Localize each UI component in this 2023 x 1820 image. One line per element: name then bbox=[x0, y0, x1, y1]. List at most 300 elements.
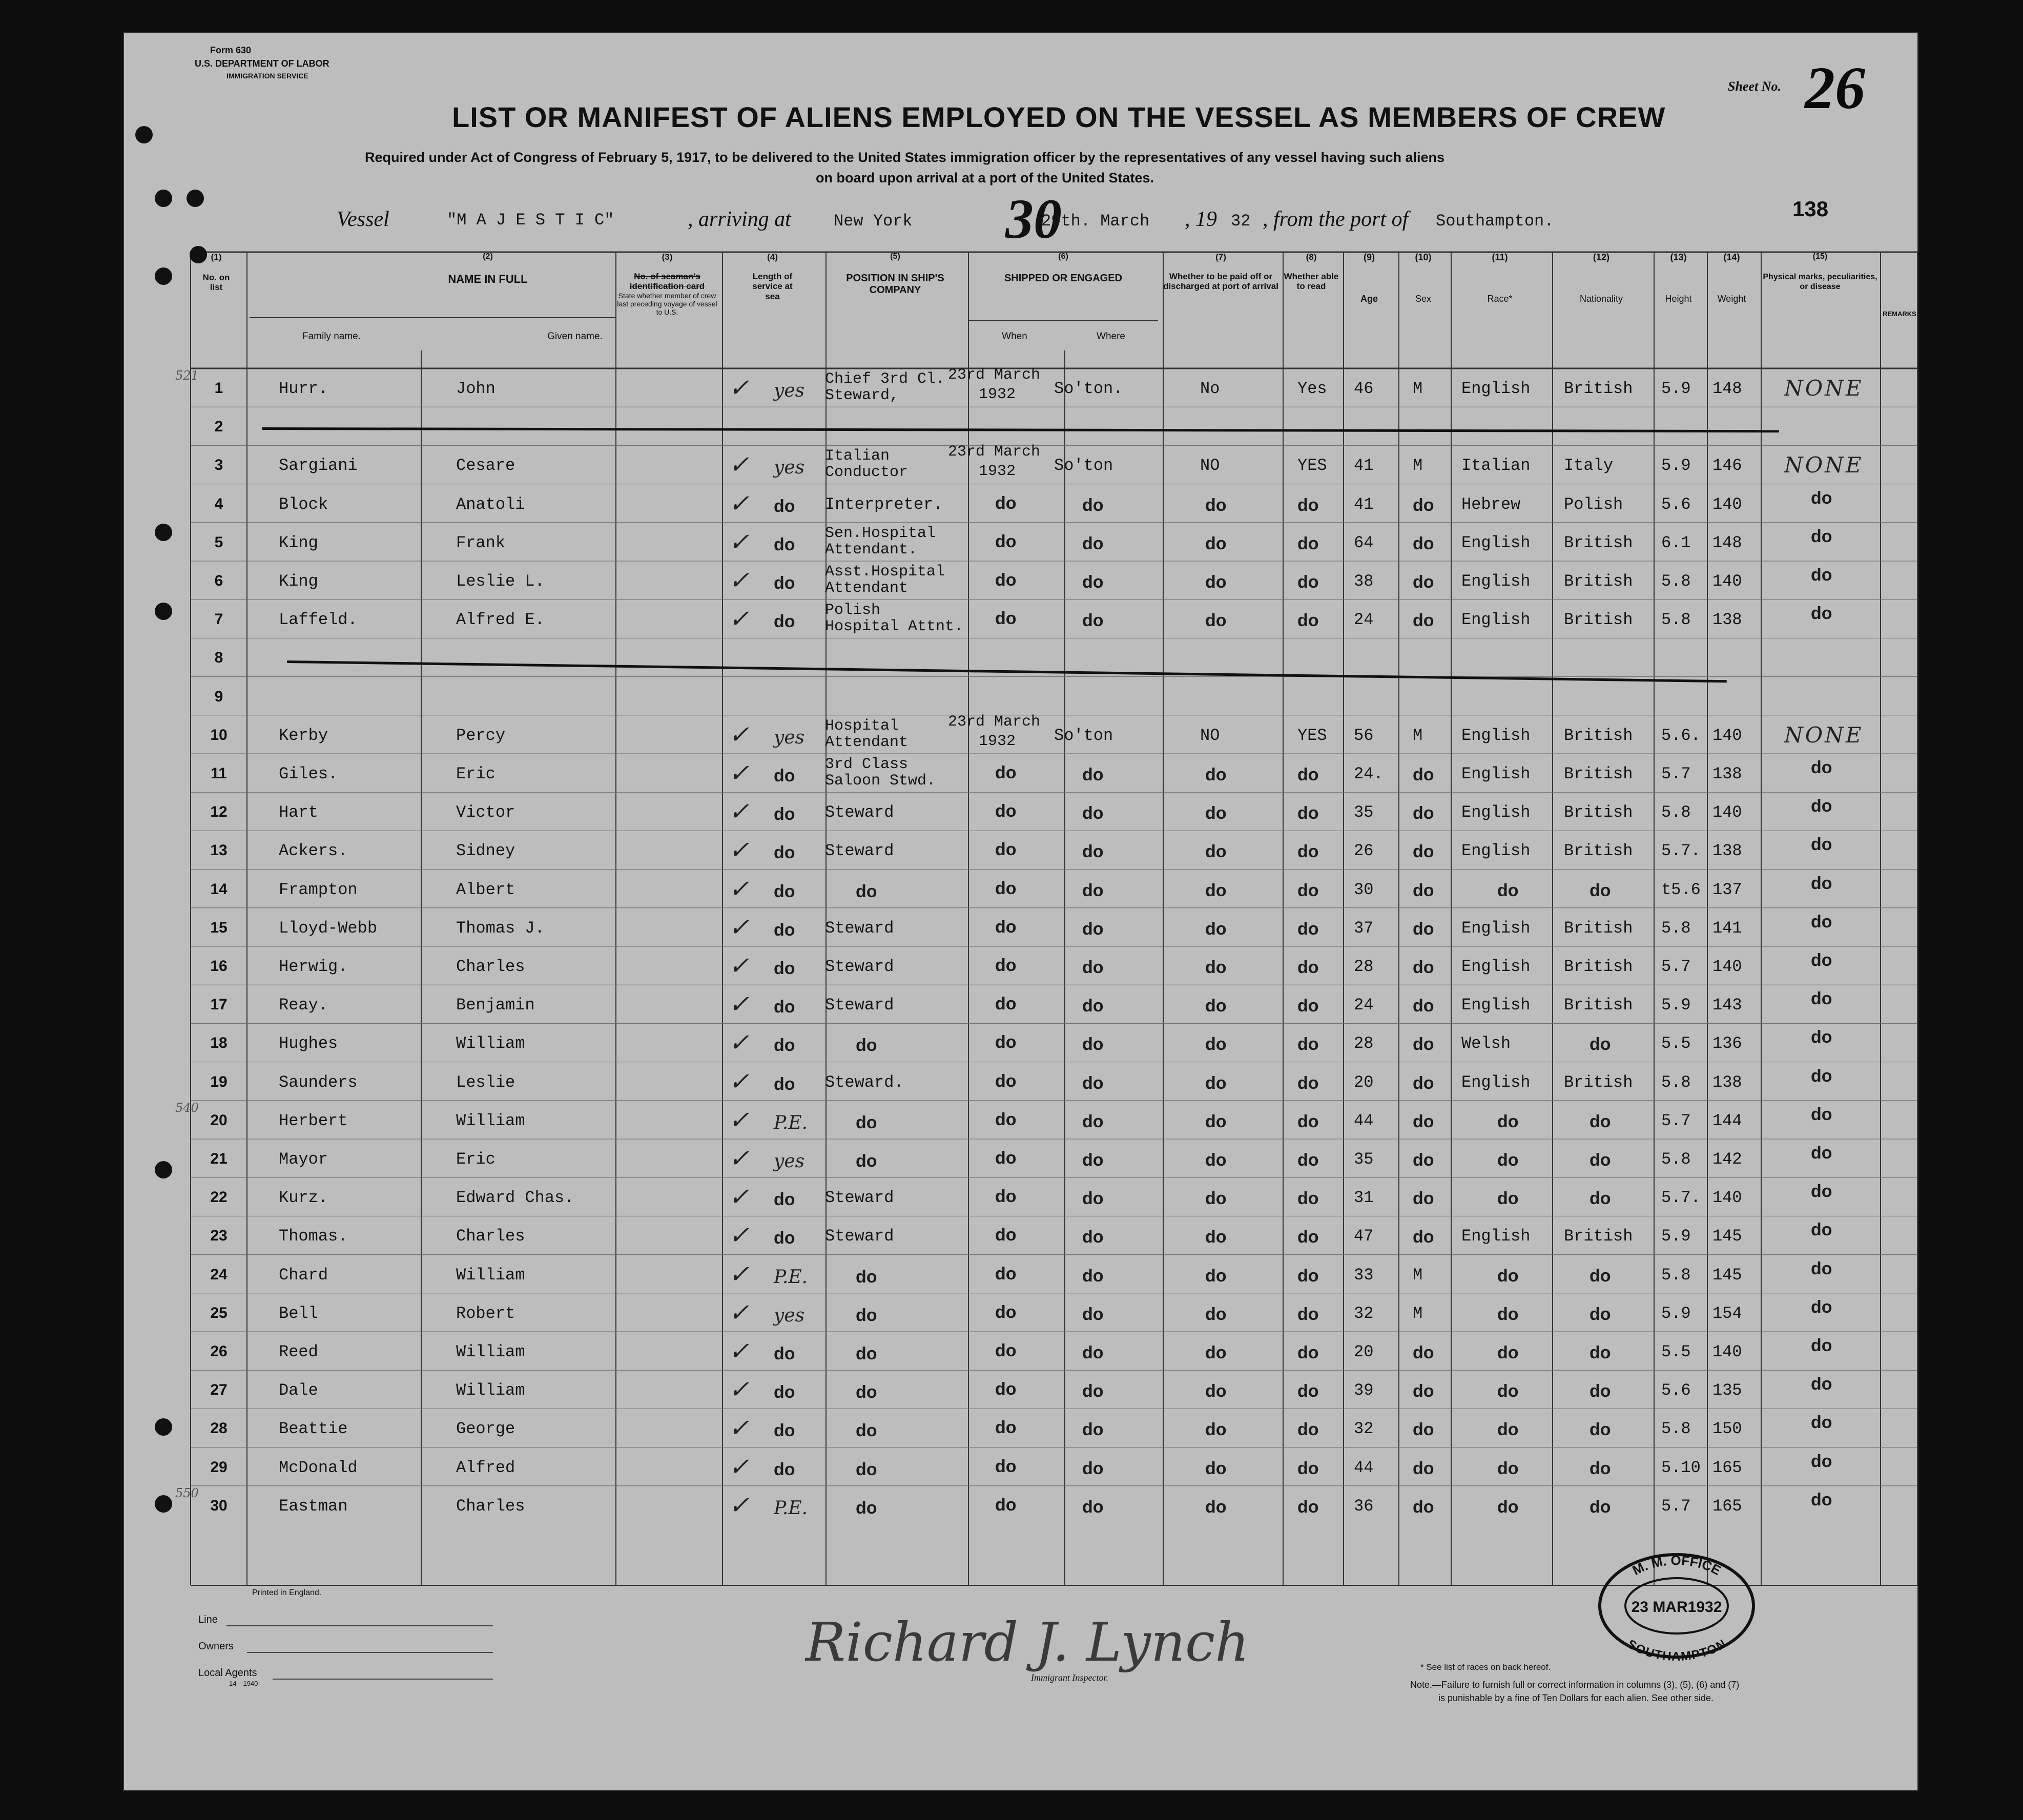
height-cell: 5.8 bbox=[1661, 1150, 1691, 1169]
family-name: Kerby bbox=[279, 726, 328, 745]
read-cell: do bbox=[1297, 1420, 1319, 1440]
check-mark: ✓ bbox=[729, 990, 750, 1019]
race-cell: English bbox=[1461, 533, 1531, 552]
age-cell: 38 bbox=[1354, 572, 1374, 591]
weight-cell: 142 bbox=[1712, 1150, 1742, 1169]
race-cell: do bbox=[1497, 1111, 1519, 1131]
height-cell: 5.7 bbox=[1661, 1111, 1691, 1130]
card-status: do bbox=[774, 612, 795, 632]
shipped-date: do bbox=[995, 763, 1017, 782]
given-name: William bbox=[456, 1265, 525, 1285]
given-name: Thomas J. bbox=[456, 918, 545, 938]
paid-cell: do bbox=[1205, 880, 1227, 900]
sex-cell: M bbox=[1413, 379, 1423, 398]
sex-cell: do bbox=[1413, 996, 1434, 1016]
age-cell: 30 bbox=[1354, 880, 1374, 899]
shipped-date: do bbox=[995, 1302, 1017, 1322]
row-number: 30 bbox=[210, 1497, 228, 1514]
given-name: Leslie L. bbox=[456, 572, 545, 591]
check-mark: ✓ bbox=[729, 913, 750, 942]
read-cell: do bbox=[1297, 572, 1319, 592]
physical-marks: do bbox=[1811, 1336, 1832, 1355]
check-mark: ✓ bbox=[729, 1375, 750, 1404]
age-cell: 56 bbox=[1354, 726, 1374, 745]
where-cell: do bbox=[1082, 1458, 1104, 1478]
shipped-date: do bbox=[995, 609, 1017, 629]
row-number: 27 bbox=[210, 1381, 228, 1399]
read-cell: do bbox=[1297, 1343, 1319, 1362]
position: do bbox=[856, 1151, 877, 1171]
row-number: 25 bbox=[210, 1304, 228, 1321]
agents-code: 14—1940 bbox=[229, 1680, 258, 1687]
where-cell: do bbox=[1082, 1150, 1104, 1170]
paid-cell: do bbox=[1205, 1458, 1227, 1478]
read-cell: do bbox=[1297, 765, 1319, 784]
where-cell: So'ton bbox=[1054, 456, 1113, 475]
given-name: Albert bbox=[456, 880, 515, 899]
col-3-header bbox=[616, 252, 718, 316]
weight-cell: 146 bbox=[1712, 456, 1742, 475]
weight-cell: 140 bbox=[1712, 1188, 1742, 1208]
position: Steward bbox=[825, 841, 894, 861]
age-cell: 24 bbox=[1354, 996, 1374, 1015]
vessel-label: Vessel bbox=[337, 208, 389, 231]
nat-cell: British bbox=[1564, 996, 1633, 1015]
paid-cell: do bbox=[1205, 958, 1227, 977]
nat-cell: do bbox=[1590, 880, 1611, 900]
physical-marks: NONE bbox=[1784, 376, 1864, 401]
sex-cell: do bbox=[1413, 1073, 1434, 1093]
where-cell: do bbox=[1082, 919, 1104, 939]
age-cell: 35 bbox=[1354, 1150, 1374, 1169]
physical-marks: do bbox=[1811, 1182, 1832, 1202]
nat-cell: British bbox=[1564, 610, 1633, 630]
family-name: Lloyd-Webb bbox=[279, 918, 378, 938]
col-13-label: Height bbox=[1665, 293, 1692, 304]
stamp-top-text: M. M. OFFICE bbox=[1629, 1552, 1724, 1579]
arrival-year: 32 bbox=[1231, 212, 1251, 231]
weight-cell: 140 bbox=[1712, 572, 1742, 591]
sex-cell: do bbox=[1413, 1343, 1434, 1362]
card-status: P.E. bbox=[774, 1112, 808, 1133]
height-cell: 5.9 bbox=[1661, 996, 1691, 1015]
physical-marks: do bbox=[1811, 1143, 1832, 1163]
sex-cell: M bbox=[1413, 1265, 1423, 1285]
race-cell: do bbox=[1497, 1381, 1519, 1401]
nat-cell: British bbox=[1564, 726, 1633, 745]
read-cell: Yes bbox=[1297, 379, 1327, 398]
race-cell: English bbox=[1461, 957, 1531, 976]
given-name: Sidney bbox=[456, 841, 515, 861]
height-cell: 5.8 bbox=[1661, 610, 1691, 630]
col-15-label: Physical marks, peculiarities, or disease bbox=[1763, 273, 1877, 291]
shipped-date: do bbox=[995, 840, 1017, 860]
row-number: 23 bbox=[210, 1227, 228, 1245]
race-cell: do bbox=[1497, 1343, 1519, 1362]
given-name: Frank bbox=[456, 533, 506, 552]
sex-cell: do bbox=[1413, 1458, 1434, 1478]
shipped-date: do bbox=[995, 493, 1017, 513]
family-name: Frampton bbox=[279, 880, 358, 899]
margin-note: 550 bbox=[175, 1485, 199, 1500]
position: do bbox=[856, 1421, 877, 1441]
read-cell: do bbox=[1297, 1304, 1319, 1324]
where-cell: do bbox=[1082, 880, 1104, 900]
row-number: 17 bbox=[210, 996, 228, 1014]
age-cell: 41 bbox=[1354, 494, 1374, 514]
nat-cell: do bbox=[1590, 1497, 1611, 1517]
paid-cell: do bbox=[1205, 1304, 1227, 1324]
where-cell: do bbox=[1082, 1497, 1104, 1517]
col-9-num: (9) bbox=[1364, 252, 1375, 262]
height-cell: 5.9 bbox=[1661, 379, 1691, 398]
card-status: yes bbox=[774, 727, 805, 748]
row-number: 15 bbox=[210, 919, 228, 936]
position: Steward bbox=[825, 1227, 894, 1246]
weight-cell: 138 bbox=[1712, 764, 1742, 783]
sheet-label: Sheet No. bbox=[1728, 79, 1781, 94]
weight-cell: 143 bbox=[1712, 996, 1742, 1015]
height-cell: 6.1 bbox=[1661, 533, 1691, 552]
position: do bbox=[856, 1305, 877, 1325]
check-mark: ✓ bbox=[729, 1028, 750, 1058]
nat-cell: British bbox=[1564, 379, 1633, 398]
form-number: Form 630 bbox=[210, 45, 252, 55]
card-status: do bbox=[774, 766, 795, 785]
height-cell: 5.8 bbox=[1661, 1419, 1691, 1439]
position: do bbox=[856, 881, 877, 901]
paid-cell: NO bbox=[1200, 726, 1220, 745]
nat-cell: do bbox=[1590, 1266, 1611, 1286]
card-status: do bbox=[774, 1382, 795, 1402]
sex-cell: do bbox=[1413, 880, 1434, 900]
where-cell: do bbox=[1082, 1343, 1104, 1362]
position-line-1: Sen.Hospital bbox=[825, 524, 936, 542]
weight-cell: 144 bbox=[1712, 1111, 1742, 1130]
shipped-date: do bbox=[995, 1495, 1017, 1515]
col-9-header bbox=[1344, 252, 1395, 304]
card-status: do bbox=[774, 843, 795, 863]
physical-marks: do bbox=[1811, 604, 1832, 624]
sex-cell: do bbox=[1413, 1150, 1434, 1170]
weight-cell: 140 bbox=[1712, 494, 1742, 514]
card-status: yes bbox=[774, 457, 805, 479]
where-cell: do bbox=[1082, 572, 1104, 592]
check-mark: ✓ bbox=[729, 605, 750, 634]
family-name: Giles. bbox=[279, 764, 338, 783]
race-cell: Welsh bbox=[1461, 1034, 1511, 1053]
weight-cell: 141 bbox=[1712, 918, 1742, 938]
shipped-date: do bbox=[995, 1148, 1017, 1168]
read-cell: do bbox=[1297, 996, 1319, 1016]
age-cell: 47 bbox=[1354, 1227, 1374, 1246]
col-4-num: (4) bbox=[767, 252, 778, 262]
age-cell: 32 bbox=[1354, 1304, 1374, 1323]
given-name: William bbox=[456, 1381, 525, 1400]
col-6-header bbox=[968, 252, 1158, 284]
paid-cell: do bbox=[1205, 1343, 1227, 1362]
binder-hole bbox=[155, 1495, 172, 1513]
col-3-label: No. of seaman's identification card bbox=[629, 271, 705, 292]
height-cell: 5.7. bbox=[1661, 841, 1701, 861]
paid-cell: do bbox=[1205, 765, 1227, 784]
sex-cell: do bbox=[1413, 842, 1434, 862]
nat-cell: do bbox=[1590, 1304, 1611, 1324]
paid-cell: do bbox=[1205, 996, 1227, 1016]
position: do bbox=[856, 1267, 877, 1287]
col-8-num: (8) bbox=[1306, 252, 1317, 262]
card-status: do bbox=[774, 1344, 795, 1363]
card-status: do bbox=[774, 804, 795, 824]
card-status: do bbox=[774, 1074, 795, 1094]
col-14-header bbox=[1707, 252, 1756, 304]
where-cell: do bbox=[1082, 1111, 1104, 1131]
family-name: Block bbox=[279, 494, 328, 514]
given-name: Edward Chas. bbox=[456, 1188, 574, 1208]
agents-label: Local Agents bbox=[198, 1667, 257, 1679]
where-cell: do bbox=[1082, 1304, 1104, 1324]
card-status: do bbox=[774, 1459, 795, 1479]
family-name: Laffeld. bbox=[279, 610, 358, 630]
row-number: 13 bbox=[210, 842, 228, 859]
weight-cell: 165 bbox=[1712, 1496, 1742, 1516]
nat-cell: do bbox=[1590, 1189, 1611, 1209]
binder-hole bbox=[187, 190, 204, 207]
paid-cell: No bbox=[1200, 379, 1220, 398]
family-name: Reay. bbox=[279, 996, 328, 1015]
arrival-day-handwritten: 30 bbox=[1005, 188, 1062, 250]
family-name: Mayor bbox=[279, 1150, 328, 1169]
race-cell: English bbox=[1461, 572, 1531, 591]
shipped-date: 23rd March bbox=[948, 713, 1041, 731]
position: Steward bbox=[825, 918, 894, 938]
stamp-date: 23 MAR1932 bbox=[1631, 1599, 1722, 1616]
shipped-date: do bbox=[995, 1187, 1017, 1207]
margin-note: 540 bbox=[175, 1100, 199, 1115]
sex-cell: do bbox=[1413, 572, 1434, 592]
binder-hole bbox=[155, 190, 172, 207]
paid-cell: do bbox=[1205, 842, 1227, 862]
race-cell: do bbox=[1497, 1497, 1519, 1517]
col-12-header bbox=[1553, 252, 1650, 304]
weight-cell: 150 bbox=[1712, 1419, 1742, 1439]
family-name: Hart bbox=[279, 803, 318, 822]
check-mark: ✓ bbox=[729, 1452, 750, 1481]
nat-cell: British bbox=[1564, 841, 1633, 861]
col-12-label: Nationality bbox=[1579, 293, 1623, 304]
shipped-date: do bbox=[995, 1032, 1017, 1052]
sex-cell: do bbox=[1413, 1497, 1434, 1517]
col-5-header bbox=[826, 252, 964, 296]
nat-cell: do bbox=[1590, 1111, 1611, 1131]
vessel-name: "M A J E S T I C" bbox=[447, 211, 614, 230]
position-line-2: Hospital Attnt. bbox=[825, 618, 964, 636]
col-11-num: (11) bbox=[1492, 252, 1508, 262]
col-2-family-header: Family name. bbox=[302, 331, 361, 342]
service: IMMIGRATION SERVICE bbox=[226, 72, 308, 80]
where-cell: do bbox=[1082, 765, 1104, 784]
manifest-sheet bbox=[123, 32, 1918, 1791]
departure-port: Southampton. bbox=[1436, 212, 1554, 231]
race-cell: English bbox=[1461, 726, 1531, 745]
col-2-given-header: Given name. bbox=[547, 331, 603, 342]
paid-cell: do bbox=[1205, 495, 1227, 515]
col-5-num: (5) bbox=[890, 252, 900, 261]
from-label: , from the port of bbox=[1263, 208, 1409, 231]
shipped-date: do bbox=[995, 1071, 1017, 1091]
given-name: Percy bbox=[456, 726, 506, 745]
where-cell: So'ton. bbox=[1054, 379, 1123, 398]
where-cell: do bbox=[1082, 1227, 1104, 1247]
office-stamp bbox=[1595, 1549, 1759, 1662]
position: do bbox=[856, 1382, 877, 1402]
read-cell: do bbox=[1297, 842, 1319, 862]
family-name: Eastman bbox=[279, 1496, 348, 1516]
where-cell: do bbox=[1082, 1420, 1104, 1440]
weight-cell: 140 bbox=[1712, 957, 1742, 976]
position-line-2: Attendant bbox=[825, 580, 909, 597]
owners-label: Owners bbox=[198, 1641, 234, 1652]
col-6-when-header: When bbox=[1002, 331, 1027, 342]
physical-marks: do bbox=[1811, 1297, 1832, 1317]
weight-cell: 137 bbox=[1712, 880, 1742, 899]
family-name: Kurz. bbox=[279, 1188, 328, 1208]
row-number: 19 bbox=[210, 1073, 228, 1090]
row-number: 28 bbox=[210, 1420, 228, 1437]
row-number: 14 bbox=[210, 880, 228, 898]
position-line-1: Hospital bbox=[825, 717, 899, 735]
col-9-label: Age bbox=[1360, 293, 1378, 304]
card-status: do bbox=[774, 1036, 795, 1056]
read-cell: YES bbox=[1297, 726, 1327, 745]
subtitle-line-2: on board upon arrival at a port of the United States. bbox=[816, 170, 1154, 185]
arriving-label: , arriving at bbox=[688, 208, 791, 231]
penalty-note-2: is punishable by a fine of Ten Dollars for each alien. See other side. bbox=[1438, 1693, 1714, 1703]
weight-cell: 138 bbox=[1712, 1072, 1742, 1092]
read-cell: do bbox=[1297, 1111, 1319, 1131]
race-cell: do bbox=[1497, 880, 1519, 900]
paid-cell: do bbox=[1205, 1073, 1227, 1093]
physical-marks: do bbox=[1811, 796, 1832, 816]
given-name: William bbox=[456, 1111, 525, 1130]
shipped-date: do bbox=[995, 531, 1017, 551]
height-cell: 5.7 bbox=[1661, 957, 1691, 976]
stamp-bottom-text: SOUTHAMPTON bbox=[1625, 1637, 1728, 1662]
read-cell: do bbox=[1297, 1189, 1319, 1209]
given-name: Eric bbox=[456, 764, 496, 783]
binder-hole bbox=[155, 1161, 172, 1178]
nat-cell: British bbox=[1564, 957, 1633, 976]
shipped-date: do bbox=[995, 801, 1017, 821]
height-cell: 5.9 bbox=[1661, 456, 1691, 475]
card-status: P.E. bbox=[774, 1497, 808, 1519]
position: Steward bbox=[825, 803, 894, 822]
col-14-label: Weight bbox=[1717, 293, 1746, 304]
family-name: Hughes bbox=[279, 1034, 338, 1053]
check-mark: ✓ bbox=[729, 759, 750, 788]
check-mark: ✓ bbox=[729, 952, 750, 980]
given-name: John bbox=[456, 379, 496, 398]
physical-marks: do bbox=[1811, 1027, 1832, 1047]
sex-cell: do bbox=[1413, 1111, 1434, 1131]
paid-cell: do bbox=[1205, 1189, 1227, 1209]
col-13-num: (13) bbox=[1670, 252, 1687, 262]
sex-cell: do bbox=[1413, 803, 1434, 823]
shipped-date: do bbox=[995, 1225, 1017, 1245]
age-cell: 26 bbox=[1354, 841, 1374, 861]
card-status: do bbox=[774, 573, 795, 593]
arrival-port: New York bbox=[834, 212, 913, 231]
weight-cell: 145 bbox=[1712, 1265, 1742, 1285]
col-6-num: (6) bbox=[1058, 252, 1068, 261]
read-cell: do bbox=[1297, 1458, 1319, 1478]
position: Steward bbox=[825, 957, 894, 976]
physical-marks: do bbox=[1811, 1451, 1832, 1471]
read-cell: do bbox=[1297, 1150, 1319, 1170]
age-cell: 44 bbox=[1354, 1111, 1374, 1130]
given-name: Charles bbox=[456, 1227, 525, 1246]
given-name: William bbox=[456, 1034, 525, 1053]
weight-cell: 138 bbox=[1712, 610, 1742, 630]
weight-cell: 138 bbox=[1712, 841, 1742, 861]
paid-cell: do bbox=[1205, 1035, 1227, 1054]
physical-marks: do bbox=[1811, 912, 1832, 932]
sex-cell: do bbox=[1413, 1035, 1434, 1054]
race-cell: English bbox=[1461, 764, 1531, 783]
col-5-label: POSITION IN SHIP'S COMPANY bbox=[846, 273, 944, 296]
height-cell: 5.7 bbox=[1661, 764, 1691, 783]
agents-rule bbox=[273, 1679, 493, 1680]
col-3-num: (3) bbox=[662, 252, 673, 262]
check-mark: ✓ bbox=[729, 1183, 750, 1212]
physical-marks: do bbox=[1811, 1066, 1832, 1086]
weight-cell: 148 bbox=[1712, 379, 1742, 398]
height-cell: 5.9 bbox=[1661, 1227, 1691, 1246]
sex-cell: do bbox=[1413, 1381, 1434, 1401]
paid-cell: do bbox=[1205, 1266, 1227, 1286]
row-number: 26 bbox=[210, 1343, 228, 1360]
nat-cell: do bbox=[1590, 1458, 1611, 1478]
race-cell: do bbox=[1497, 1189, 1519, 1209]
line-label: Line bbox=[198, 1614, 218, 1625]
binder-hole bbox=[155, 524, 172, 541]
read-cell: do bbox=[1297, 1073, 1319, 1093]
read-cell: do bbox=[1297, 1381, 1319, 1401]
department: U.S. DEPARTMENT OF LABOR bbox=[195, 58, 329, 69]
position: do bbox=[856, 1459, 877, 1479]
age-cell: 20 bbox=[1354, 1342, 1374, 1361]
col-1-label: No. on list bbox=[202, 272, 230, 293]
weight-cell: 145 bbox=[1712, 1227, 1742, 1246]
shipped-date: do bbox=[995, 994, 1017, 1014]
physical-marks: do bbox=[1811, 1258, 1832, 1278]
paid-cell: do bbox=[1205, 803, 1227, 823]
where-cell: do bbox=[1082, 803, 1104, 823]
card-status: do bbox=[774, 1190, 795, 1210]
card-status: P.E. bbox=[774, 1266, 808, 1288]
check-mark: ✓ bbox=[729, 450, 750, 480]
height-cell: 5.8 bbox=[1661, 572, 1691, 591]
family-name: Sargiani bbox=[279, 456, 358, 475]
row-number: 16 bbox=[210, 958, 228, 975]
col-7-num: (7) bbox=[1215, 252, 1226, 262]
paid-cell: NO bbox=[1200, 456, 1220, 475]
sex-cell: do bbox=[1413, 1227, 1434, 1247]
physical-marks: do bbox=[1811, 1490, 1832, 1509]
col-7-label: Whether to be paid off or discharged at port of arrival bbox=[1163, 271, 1278, 292]
col-3-note: State whether member of crew last preceding voyage of vessel to U.S. bbox=[617, 291, 717, 316]
age-cell: 32 bbox=[1354, 1419, 1374, 1439]
